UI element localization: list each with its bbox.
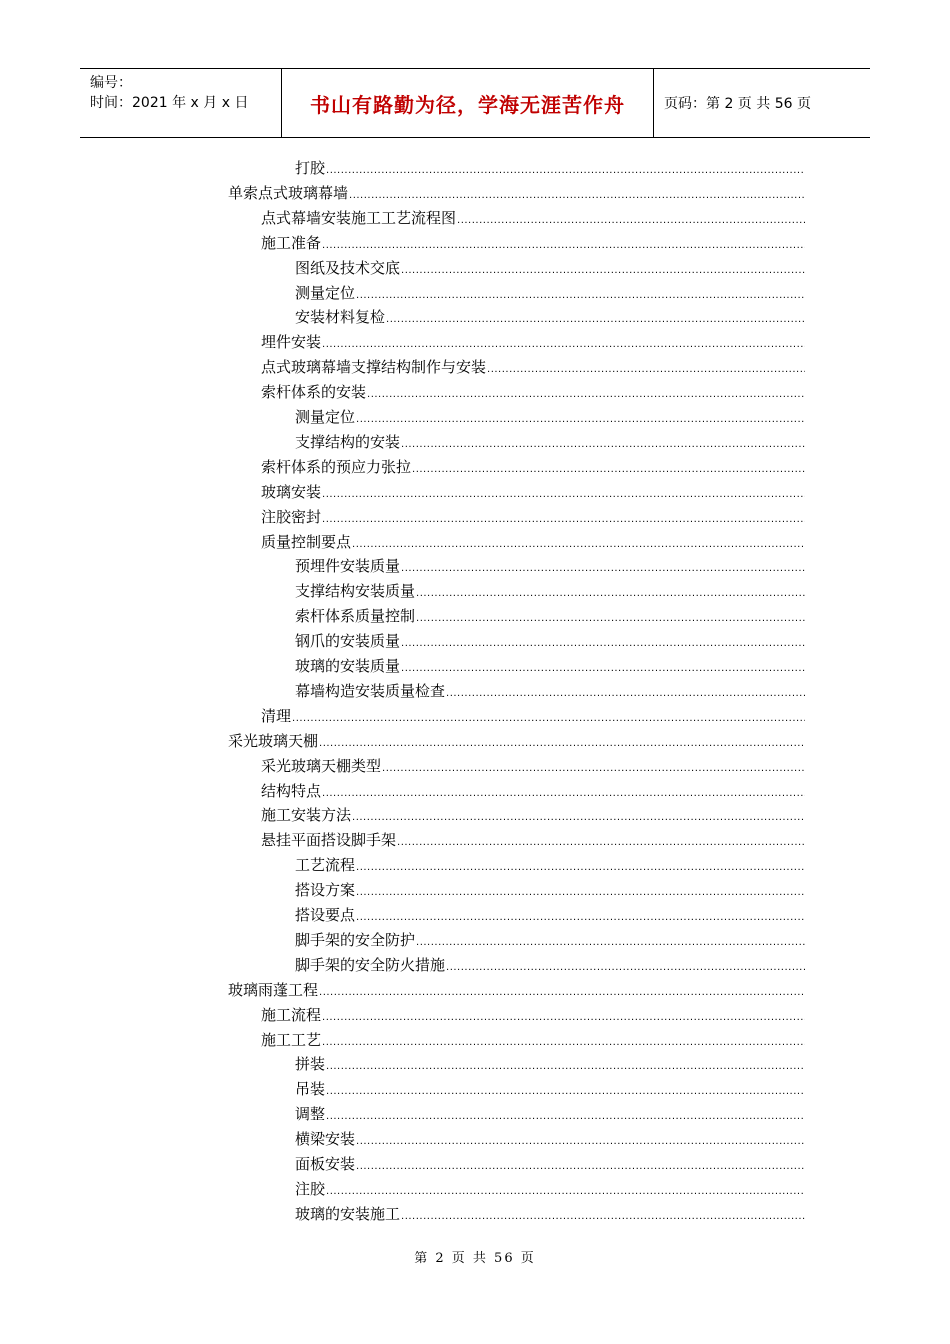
toc-entry[interactable] xyxy=(261,756,805,776)
toc-entry-title: 索杆体系的预应力张拉 xyxy=(261,458,412,476)
toc-dot-leader xyxy=(356,1157,805,1174)
toc-entry-title: 钢爪的安装质量 xyxy=(295,632,401,650)
toc-dot-leader xyxy=(401,659,805,676)
toc-entry-title: 点式幕墙安装施工工艺流程图 xyxy=(261,209,457,227)
toc-dot-leader xyxy=(416,584,805,601)
toc-dot-leader xyxy=(401,634,805,651)
toc-dot-leader xyxy=(416,933,805,950)
header-meta xyxy=(80,69,282,137)
page-header xyxy=(80,68,870,138)
toc-entry[interactable] xyxy=(295,1179,805,1199)
toc-dot-leader xyxy=(356,858,805,875)
toc-entry[interactable] xyxy=(295,955,805,975)
toc-entry-title: 横梁安装 xyxy=(295,1130,356,1148)
header-time-label: 时间：2021 年 x 月 x 日 xyxy=(90,95,249,111)
toc-entry[interactable] xyxy=(228,980,805,1000)
toc-entry[interactable] xyxy=(261,382,805,402)
toc-entry[interactable] xyxy=(295,1154,805,1174)
toc-entry-title: 单索点式玻璃幕墙 xyxy=(228,184,349,202)
toc-entry[interactable] xyxy=(261,233,805,253)
toc-entry[interactable] xyxy=(261,457,805,477)
toc-dot-leader xyxy=(401,261,805,278)
toc-dot-leader xyxy=(367,385,805,402)
toc-entry-title: 注胶密封 xyxy=(261,508,322,526)
toc-entry[interactable] xyxy=(295,432,805,452)
toc-dot-leader xyxy=(356,908,805,925)
toc-entry[interactable] xyxy=(295,307,805,327)
toc-entry-title: 安装材料复检 xyxy=(295,308,386,326)
toc-dot-leader xyxy=(446,684,805,701)
toc-entry-title: 玻璃雨蓬工程 xyxy=(228,981,319,999)
toc-entry[interactable] xyxy=(295,283,805,303)
toc-entry-title: 测量定位 xyxy=(295,284,356,302)
toc-entry[interactable] xyxy=(295,1079,805,1099)
toc-dot-leader xyxy=(322,236,805,253)
toc-entry[interactable] xyxy=(261,706,805,726)
toc-dot-leader xyxy=(322,784,805,801)
toc-entry[interactable] xyxy=(261,781,805,801)
toc-dot-leader xyxy=(446,958,805,975)
toc-entry-title: 质量控制要点 xyxy=(261,533,352,551)
toc-entry[interactable] xyxy=(261,357,805,377)
toc-entry-title: 脚手架的安全防火措施 xyxy=(295,956,446,974)
toc-entry-title: 埋件安装 xyxy=(261,333,322,351)
toc-dot-leader xyxy=(326,1082,805,1099)
toc-entry[interactable] xyxy=(295,656,805,676)
toc-entry-title: 测量定位 xyxy=(295,408,356,426)
toc-dot-leader xyxy=(356,286,805,303)
toc-entry[interactable] xyxy=(261,507,805,527)
toc-entry-title: 预埋件安装质量 xyxy=(295,557,401,575)
toc-dot-leader xyxy=(412,460,805,477)
toc-dot-leader xyxy=(322,510,805,527)
toc-entry[interactable] xyxy=(295,258,805,278)
toc-entry-title: 悬挂平面搭设脚手架 xyxy=(261,831,397,849)
toc-dot-leader xyxy=(356,410,805,427)
toc-entry-title: 打胶 xyxy=(295,159,326,177)
toc-entry[interactable] xyxy=(295,1204,805,1224)
toc-entry[interactable] xyxy=(261,532,805,552)
toc-entry-title: 脚手架的安全防护 xyxy=(295,931,416,949)
toc-entry-title: 结构特点 xyxy=(261,782,322,800)
toc-entry[interactable] xyxy=(295,631,805,651)
toc-entry[interactable] xyxy=(295,606,805,626)
toc-dot-leader xyxy=(349,186,805,203)
toc-dot-leader xyxy=(352,808,805,825)
toc-dot-leader xyxy=(457,211,805,228)
toc-entry[interactable] xyxy=(295,158,805,178)
toc-entry[interactable] xyxy=(261,830,805,850)
toc-entry-title: 索杆体系质量控制 xyxy=(295,607,416,625)
toc-entry-title: 点式玻璃幕墙支撑结构制作与安装 xyxy=(261,358,487,376)
toc-dot-leader xyxy=(352,535,805,552)
toc-entry-title: 拼装 xyxy=(295,1055,326,1073)
toc-entry-title: 幕墙构造安装质量检查 xyxy=(295,682,446,700)
toc-entry[interactable] xyxy=(261,332,805,352)
toc-entry-title: 调整 xyxy=(295,1105,326,1123)
header-page-info: 页码：第 2 页 共 56 页 xyxy=(664,96,811,112)
toc-dot-leader xyxy=(401,435,805,452)
toc-dot-leader xyxy=(319,734,805,751)
toc-dot-leader xyxy=(322,485,805,502)
toc-entry[interactable] xyxy=(295,581,805,601)
toc-dot-leader xyxy=(319,983,805,1000)
toc-entry[interactable] xyxy=(295,880,805,900)
toc-entry-title: 采光玻璃天棚 xyxy=(228,732,319,750)
toc-entry[interactable] xyxy=(261,1005,805,1025)
toc-entry[interactable] xyxy=(228,731,805,751)
toc-entry-title: 搭设方案 xyxy=(295,881,356,899)
toc-entry[interactable] xyxy=(295,930,805,950)
toc-dot-leader xyxy=(401,1207,805,1224)
toc-entry-title: 图纸及技术交底 xyxy=(295,259,401,277)
toc-entry[interactable] xyxy=(295,556,805,576)
toc-dot-leader xyxy=(401,559,805,576)
toc-entry-title: 搭设要点 xyxy=(295,906,356,924)
toc-dot-leader xyxy=(356,883,805,900)
toc-dot-leader xyxy=(322,1008,805,1025)
toc-entry-title: 工艺流程 xyxy=(295,856,356,874)
toc-entry-title: 玻璃安装 xyxy=(261,483,322,501)
toc-entry-title: 玻璃的安装施工 xyxy=(295,1205,401,1223)
toc-entry[interactable] xyxy=(261,805,805,825)
toc-entry-title: 支撑结构安装质量 xyxy=(295,582,416,600)
toc-entry[interactable] xyxy=(261,1030,805,1050)
toc-entry-title: 施工工艺 xyxy=(261,1031,322,1049)
toc-entry[interactable] xyxy=(295,407,805,427)
toc-dot-leader xyxy=(382,759,805,776)
toc-entry[interactable] xyxy=(261,482,805,502)
toc-dot-leader xyxy=(487,360,805,377)
toc-dot-leader xyxy=(322,335,805,352)
toc-dot-leader xyxy=(292,709,805,726)
toc-dot-leader xyxy=(416,609,805,626)
toc-entry[interactable] xyxy=(295,1054,805,1074)
toc-dot-leader xyxy=(356,1132,805,1149)
page-footer: 第 2 页 共 56 页 xyxy=(414,1251,536,1266)
toc-entry[interactable] xyxy=(228,183,805,203)
toc-entry-title: 吊装 xyxy=(295,1080,326,1098)
toc-entry-title: 索杆体系的安装 xyxy=(261,383,367,401)
toc-entry-title: 清理 xyxy=(261,707,292,725)
toc-entry[interactable] xyxy=(261,208,805,228)
toc-entry-title: 玻璃的安装质量 xyxy=(295,657,401,675)
toc-entry-title: 施工流程 xyxy=(261,1006,322,1024)
toc-entry-title: 面板安装 xyxy=(295,1155,356,1173)
toc-dot-leader xyxy=(326,161,805,178)
toc-dot-leader xyxy=(397,833,805,850)
toc-entry-title: 施工准备 xyxy=(261,234,322,252)
header-number-label: 编号： xyxy=(90,75,132,91)
toc-entry-title: 采光玻璃天棚类型 xyxy=(261,757,382,775)
toc-entry[interactable] xyxy=(295,855,805,875)
toc-dot-leader xyxy=(386,310,805,327)
toc-entry-title: 施工安装方法 xyxy=(261,806,352,824)
toc-dot-leader xyxy=(322,1033,805,1050)
toc-dot-leader xyxy=(326,1182,805,1199)
toc-entry[interactable] xyxy=(295,681,805,701)
toc-entry[interactable] xyxy=(295,1129,805,1149)
toc-entry[interactable] xyxy=(295,905,805,925)
toc-dot-leader xyxy=(326,1057,805,1074)
toc-entry-title: 支撑结构的安装 xyxy=(295,433,401,451)
toc-entry[interactable] xyxy=(295,1104,805,1124)
toc-entry-title: 注胶 xyxy=(295,1180,326,1198)
header-motto: 书山有路勤为径，学海无涯苦作舟 xyxy=(282,69,654,137)
toc-dot-leader xyxy=(326,1107,805,1124)
